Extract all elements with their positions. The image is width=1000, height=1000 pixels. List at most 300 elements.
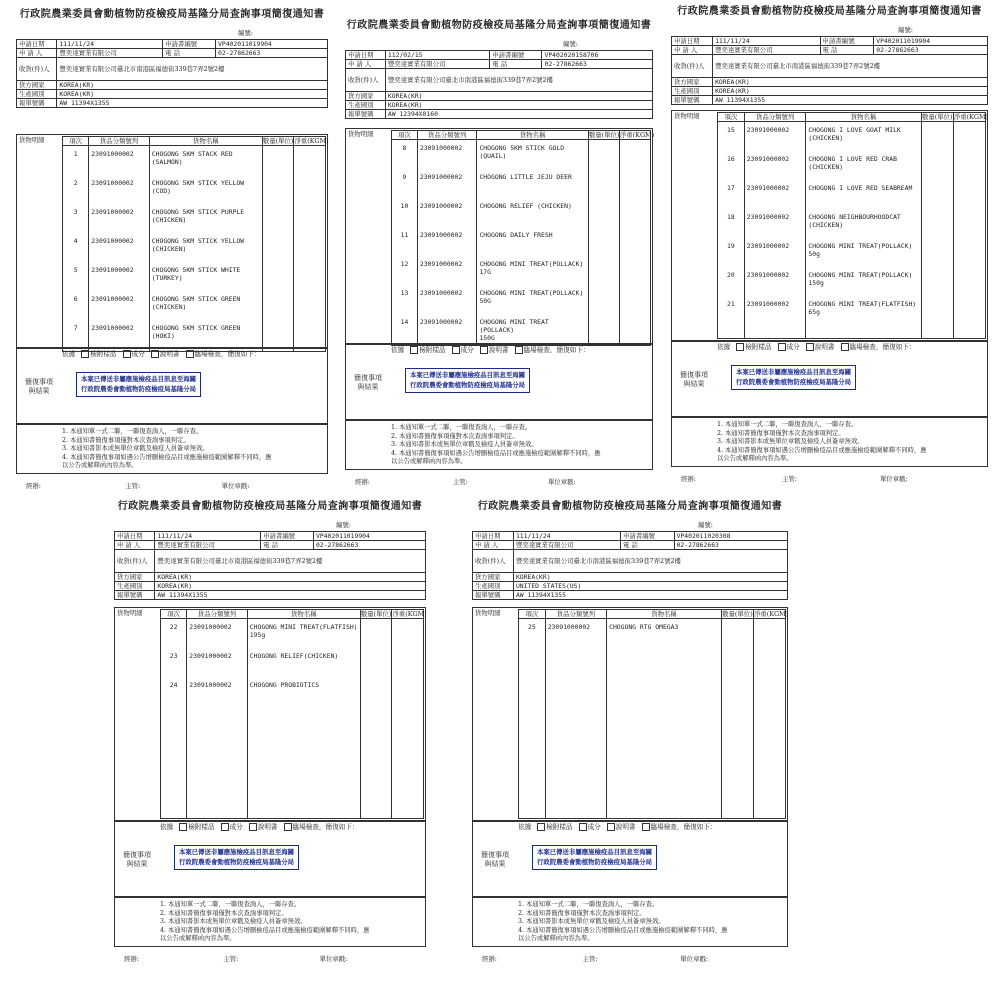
note-line: 2. 本通知書簡復事項僅對本次查詢事項判定。 (160, 909, 288, 917)
item-name-detail: (QUAIL) (479, 152, 507, 160)
item-weight (294, 291, 326, 320)
phone-value: 02-27862663 (314, 541, 426, 550)
item-qty (262, 320, 294, 349)
result-label (20, 378, 58, 396)
result-label (118, 851, 156, 869)
supply-country-value: KOREA(KR) (57, 81, 328, 90)
chief-label: 主管: (223, 955, 239, 963)
col-idx-header: 項次 (63, 137, 89, 146)
serial-label: 編號: (698, 521, 713, 529)
result-label-line: 簡復事項 (481, 851, 509, 859)
item-code: 23091000002 (417, 256, 477, 285)
apply-date-label: 申請日期 (346, 51, 386, 60)
apply-date-label: 申請日期 (672, 37, 713, 46)
goods-label: 貨物明細 (117, 609, 143, 617)
apply-date-label: 申請日期 (473, 532, 514, 541)
item-code: 23091000002 (744, 267, 806, 296)
notes (160, 901, 370, 944)
chief-label: 主管: (781, 475, 797, 483)
item-row (63, 262, 326, 291)
basis-option-label: 成分 (587, 823, 601, 831)
item-name: CHOGONG MINI TREAT(FLATFISH) (808, 300, 917, 308)
basis-option-label: 臨場檢查，簡復如下： (523, 346, 590, 354)
item-index: 21 (718, 296, 745, 325)
filler-cell (718, 325, 745, 339)
note-line: 3. 本通知書影本或無單位章戳及檢疫人員簽章無效。 (717, 438, 864, 445)
item-name: CHOGONG 5KM STICK YELLOW (151, 237, 245, 245)
item-index: 14 (392, 314, 418, 343)
applicant-value: 豐奕達實業有限公司 (155, 541, 261, 550)
note-line: 1. 本通知單一式二聯，一聯復查詢人，一聯存查。 (160, 901, 301, 908)
item-code: 23091000002 (417, 198, 477, 227)
item-row (63, 175, 326, 204)
filler-cell (721, 648, 753, 819)
col-code-header: 貨品分類號列 (187, 610, 247, 619)
phone-value: 02-27862663 (216, 49, 328, 58)
basis-option-label: 成分 (131, 350, 145, 358)
item-index: 23 (161, 648, 187, 677)
item-name: CHOGONG RELIEF (CHICKEN) (479, 202, 572, 210)
app-no-label: 申請書編號 (163, 40, 216, 49)
note-line: 1. 本通知單一式二聯，一聯復查詢人，一聯存查。 (391, 424, 532, 431)
item-name-cell (477, 227, 588, 256)
result-label-line: 與結果 (357, 382, 379, 391)
supply-country-value: KOREA(KR) (385, 92, 652, 101)
filler-cell (607, 648, 722, 819)
col-weight-header: 淨重(KGM) (392, 610, 427, 618)
basis-option-label: 檢附樣品 (745, 343, 772, 351)
consignee-value: 豐奕達實業有限公司臺北市南港區福德街339巷7弄2號2樓 (155, 550, 426, 573)
item-name-detail: (TURKEY) (151, 274, 183, 282)
item-row (718, 122, 986, 152)
item-code: 23091000002 (89, 204, 149, 233)
quarantine-stamp (731, 365, 856, 390)
result-label (349, 374, 387, 392)
col-name-header: 貨物名稱 (806, 113, 921, 122)
col-qty-header: 數量(單位) (722, 610, 753, 618)
app-no-label: 申請書編號 (490, 51, 542, 60)
phone-label: 電 話 (621, 541, 675, 550)
item-qty (921, 267, 953, 296)
item-name: CHOGONG 5KM STACK RED (151, 150, 233, 158)
origin-country-value: UNITED STATES(US) (513, 582, 787, 591)
item-weight (294, 233, 326, 262)
item-weight (392, 619, 424, 649)
items-table (717, 112, 989, 339)
item-name-cell (806, 180, 921, 209)
item-code: 23091000002 (417, 169, 477, 198)
basis-option-label: 檢附樣品 (188, 823, 215, 831)
stamp-line: 本案已傳送非屬應施檢疫品目訊息至海關 (410, 371, 526, 379)
apply-date-value: 111/11/24 (155, 532, 261, 541)
item-row (63, 320, 326, 349)
signature-line (26, 482, 318, 490)
item-name: CHOGONG MINI TREAT (POLLACK) (479, 318, 549, 334)
item-code: 23091000002 (744, 151, 806, 180)
quarantine-stamp (76, 372, 201, 397)
item-name: CHOGONG PROBIOTICS (249, 681, 320, 689)
item-index: 12 (392, 256, 418, 285)
item-index: 16 (718, 151, 745, 180)
applicant-label: 申 請 人 (672, 46, 713, 55)
header-table (472, 531, 788, 600)
item-code: 23091000002 (417, 314, 477, 343)
item-code: 23091000002 (744, 122, 806, 152)
item-qty (588, 285, 619, 314)
notice-form (14, 5, 330, 490)
item-row (718, 151, 986, 180)
col-code-header: 貨品分類號列 (417, 131, 477, 140)
item-weight (619, 227, 650, 256)
item-code: 23091000002 (187, 648, 247, 677)
note-line: 4. 本通知書簡復事項如遇公告增刪檢疫品目或應施檢疫範圍解釋不同時，應 (518, 926, 728, 934)
item-qty (262, 175, 294, 204)
unit-stamp-label: 單位章戳: (680, 955, 709, 963)
origin-country-value: KOREA(KR) (713, 87, 988, 96)
item-code: 23091000002 (545, 619, 606, 649)
serial-label: 編號: (898, 26, 913, 34)
items-table (518, 609, 789, 819)
applicant-value: 豐奕達實業有限公司 (57, 49, 163, 58)
note-line: 2. 本通知書簡復事項僅對本次查詢事項判定。 (518, 909, 646, 917)
col-idx-header: 項次 (519, 610, 546, 619)
consignee-label: 收貨(件)人 (346, 69, 386, 92)
item-name: CHOGONG DAILY FRESH (479, 231, 553, 239)
item-qty (921, 180, 953, 209)
col-code-header: 貨品分類號列 (89, 137, 149, 146)
filler-cell (392, 706, 424, 819)
basis-label: 依據 (717, 343, 731, 351)
item-index: 20 (718, 267, 745, 296)
item-index: 11 (392, 227, 418, 256)
note-line: 1. 本通知單一式二聯，一聯復查詢人，一聯存查。 (62, 428, 203, 435)
item-name-detail: (CHICKEN) (151, 216, 187, 224)
result-label-line: 與結果 (683, 379, 705, 388)
item-index: 25 (519, 619, 546, 649)
item-qty (588, 314, 619, 343)
serial-label: 編號: (238, 29, 253, 37)
col-weight-header: 淨重(KGM) (953, 113, 989, 121)
item-index: 24 (161, 677, 187, 706)
item-weight (953, 122, 985, 152)
item-name-detail: (CHICKEN) (808, 221, 844, 229)
basis-option-label: 成分 (460, 346, 474, 354)
item-name-cell (477, 140, 588, 170)
note-line: 3. 本通知書影本或無單位章戳及檢疫人員簽章無效。 (62, 445, 209, 452)
item-name: CHOGONG MINI TREAT(POLLACK) (479, 260, 584, 268)
header-table (114, 531, 426, 600)
result-label-line: 簡復事項 (354, 374, 382, 382)
note-line: 以公告或解釋函內容為準。 (717, 455, 793, 462)
note-line: 以公告或解釋函內容為準。 (160, 935, 236, 942)
item-weight (619, 256, 650, 285)
consignee-label: 收貨(件)人 (17, 58, 57, 81)
item-qty (921, 151, 953, 180)
origin-country-label: 生產國別 (115, 582, 155, 591)
stamp-line: 本案已傳送非屬應施檢疫品目訊息至海關 (537, 848, 653, 856)
item-weight (619, 198, 650, 227)
header-table (671, 36, 988, 105)
signature-line (482, 955, 778, 963)
item-name: CHOGONG 5KM STICK GREEN (151, 324, 241, 332)
item-name-detail: 50g (808, 250, 820, 258)
col-qty-header: 數量(單位) (360, 610, 392, 618)
item-qty (721, 619, 753, 649)
app-no-label: 申請書編號 (820, 37, 874, 46)
note-line: 1. 本通知單一式二聯，一聯復查詢人，一聯存查。 (717, 421, 858, 428)
item-name-cell (806, 267, 921, 296)
apply-date-value: 111/11/24 (513, 532, 620, 541)
col-name-header: 貨物名稱 (607, 610, 722, 619)
supply-country-label: 貨方國家 (473, 573, 514, 582)
item-name-cell (806, 238, 921, 267)
item-index: 4 (63, 233, 89, 262)
item-name-cell (806, 209, 921, 238)
item-name: CHOGONG 5KM STICK YELLOW (151, 179, 245, 187)
notes (62, 428, 272, 471)
item-weight (619, 285, 650, 314)
item-qty (921, 122, 953, 152)
item-index: 3 (63, 204, 89, 233)
stamp-line: 本案已傳送非屬應施檢疫品目訊息至海關 (736, 368, 852, 376)
supply-country-value: KOREA(KR) (713, 78, 988, 87)
item-name: CHOGONG MINI TREAT(POLLACK) (808, 271, 913, 279)
item-name-cell (806, 122, 921, 152)
item-weight (953, 151, 985, 180)
item-name: CHOGONG MINI TREAT(POLLACK) (479, 289, 584, 297)
tariff-value: AW 11394X1355 (513, 591, 787, 600)
item-name: CHOGONG RELIEF(CHICKEN) (249, 652, 339, 660)
applicant-value: 豐奕達實業有限公司 (513, 541, 620, 550)
phone-value: 02-27862663 (874, 46, 988, 55)
item-index: 2 (63, 175, 89, 204)
note-line: 以公告或解釋函內容為準。 (518, 935, 594, 942)
tariff-value: AW 11394X1355 (713, 96, 988, 105)
origin-country-label: 生產國別 (672, 87, 713, 96)
item-name-cell (477, 256, 588, 285)
basis-option-label: 說明書 (814, 343, 835, 351)
basis-option-label: 檢附樣品 (90, 350, 117, 358)
col-weight-header: 淨重(KGM) (619, 131, 655, 139)
item-row (718, 180, 986, 209)
basis-label: 依據 (391, 346, 405, 354)
item-qty (262, 233, 294, 262)
item-qty (588, 227, 619, 256)
form-title: 行政院農業委員會動植物防疫檢疫局基隆分局查詢事項簡復通知書 (19, 9, 325, 20)
form-title: 行政院農業委員會動植物防疫檢疫局基隆分局查詢事項簡復通知書 (477, 501, 783, 512)
item-name-cell (149, 146, 262, 176)
item-name-cell (149, 204, 262, 233)
item-name: CHOGONG 5KM STICK PURPLE (151, 208, 245, 216)
item-name: CHOGONG I LOVE GOAT MILK (808, 126, 901, 134)
tariff-value: AW 11394X1355 (57, 99, 328, 108)
item-code: 23091000002 (744, 209, 806, 238)
item-row (63, 204, 326, 233)
filler-cell (806, 325, 921, 339)
item-row (63, 291, 326, 320)
item-row (519, 619, 786, 649)
chief-label: 主管: (582, 955, 598, 963)
item-qty (360, 677, 392, 706)
item-index: 18 (718, 209, 745, 238)
item-name: CHOGONG 5KM STICK GOLD (479, 144, 565, 152)
stamp-line: 行政院農委會動植物防疫檢疫局基隆分局 (410, 380, 526, 389)
item-code: 23091000002 (187, 619, 247, 649)
handler-label: 經辦: (26, 482, 41, 490)
phone-label: 電 話 (490, 60, 542, 69)
consignee-label: 收貨(件)人 (473, 550, 514, 573)
supply-country-label: 貨方國家 (672, 78, 713, 87)
col-idx-header: 項次 (392, 131, 418, 140)
item-name: CHOGONG MINI TREAT(POLLACK) (808, 242, 913, 250)
item-weight (392, 677, 424, 706)
item-weight (294, 262, 326, 291)
item-weight (953, 238, 985, 267)
stamp-line: 行政院農委會動植物防疫檢疫局基隆分局 (537, 857, 653, 866)
unit-stamp-label: 單位章戳: (879, 475, 908, 483)
basis-option-label: 說明書 (615, 823, 636, 831)
item-code: 23091000002 (744, 296, 806, 325)
item-row (63, 233, 326, 262)
item-name-cell (477, 198, 588, 227)
item-row (718, 296, 986, 325)
supply-country-label: 貨方國家 (17, 81, 57, 90)
serial-label: 編號: (336, 521, 351, 529)
basis-option-label: 臨場檢查，簡復如下： (292, 823, 359, 831)
note-line: 以公告或解釋函內容為準。 (391, 458, 467, 465)
consignee-value: 豐奕達實業有限公司臺北市南港區福德街339巷7弄2號2樓 (57, 58, 328, 81)
supply-country-label: 貨方國家 (115, 573, 155, 582)
item-index: 8 (392, 140, 418, 170)
filler-cell (545, 648, 606, 819)
item-weight (294, 146, 326, 176)
item-name-cell (477, 314, 588, 343)
unit-stamp-label: 單位章戳: (547, 478, 576, 486)
basis-label: 依據 (62, 350, 76, 358)
goods-label: 貨物明細 (19, 136, 45, 144)
item-name-cell (149, 262, 262, 291)
item-weight (294, 320, 326, 349)
item-row (392, 198, 651, 227)
filler-cell (519, 648, 546, 819)
item-index: 5 (63, 262, 89, 291)
item-weight (294, 204, 326, 233)
header-table (345, 50, 653, 119)
applicant-value: 豐奕達實業有限公司 (713, 46, 820, 55)
item-row (392, 227, 651, 256)
item-row (392, 314, 651, 343)
item-name-detail: 65g (808, 308, 820, 316)
item-name-detail: (HOKI) (151, 332, 175, 340)
result-label-line: 簡復事項 (25, 378, 53, 386)
goods-label: 貨物明細 (475, 609, 501, 617)
item-code: 23091000002 (89, 291, 149, 320)
col-name-header: 貨物名稱 (149, 137, 262, 146)
item-name-cell (149, 291, 262, 320)
supply-country-label: 貨方國家 (346, 92, 386, 101)
form-title: 行政院農業委員會動植物防疫檢疫局基隆分局查詢事項簡復通知書 (346, 20, 652, 31)
app-no-value: VP402011019904 (216, 40, 328, 49)
item-qty (921, 209, 953, 238)
notes (391, 424, 601, 467)
item-name-detail: (CHICKEN) (808, 134, 844, 142)
col-idx-header: 項次 (718, 113, 745, 122)
stamp-line: 行政院農委會動植物防疫檢疫局基隆分局 (736, 377, 852, 386)
item-code: 23091000002 (89, 262, 149, 291)
form-title: 行政院農業委員會動植物防疫檢疫局基隆分局查詢事項簡復通知書 (677, 6, 982, 17)
tariff-label: 報單號碼 (473, 591, 514, 600)
phone-label: 電 話 (163, 49, 216, 58)
item-row (718, 238, 986, 267)
item-name-detail: (COD) (151, 187, 172, 195)
item-row (63, 146, 326, 176)
item-qty (588, 198, 619, 227)
result-label-line: 與結果 (28, 386, 50, 395)
item-name-detail: (CHICKEN) (151, 303, 187, 311)
item-name-detail: 50G (479, 297, 491, 305)
notes (717, 421, 927, 464)
item-name-cell (806, 151, 921, 180)
note-line: 3. 本通知書影本或無單位章戳及檢疫人員簽章無效。 (518, 918, 665, 925)
tariff-label: 報單號碼 (346, 110, 386, 119)
basis-option-label: 臨場檢查，簡復如下： (194, 350, 261, 358)
item-row (392, 256, 651, 285)
result-label (476, 851, 514, 869)
basis-option-label: 臨場檢查，簡復如下： (650, 823, 717, 831)
item-name-cell (607, 619, 722, 649)
tariff-label: 報單號碼 (672, 96, 713, 105)
items-table (62, 136, 329, 352)
note-line: 2. 本通知書簡復事項僅對本次查詢事項判定。 (62, 436, 190, 444)
handler-label: 經辦: (355, 478, 370, 486)
tariff-label: 報單號碼 (115, 591, 155, 600)
item-weight (753, 619, 785, 649)
item-name-cell (149, 175, 262, 204)
item-qty (360, 648, 392, 677)
note-line: 4. 本通知書簡復事項如遇公告增刪檢疫品目或應施檢疫範圍解釋不同時，應 (391, 449, 601, 457)
consignee-label: 收貨(件)人 (672, 55, 713, 78)
signature-line (355, 478, 643, 486)
item-name-cell (477, 169, 588, 198)
consignee-value: 豐奕達實業有限公司臺北市南港區福德街339巷7弄2號2樓 (385, 69, 652, 92)
goods-label: 貨物明細 (674, 112, 700, 120)
item-name-detail: (CHICKEN) (151, 245, 187, 253)
app-no-value: VP402020158706 (542, 51, 653, 60)
item-index: 15 (718, 122, 745, 152)
basis-option-label: 說明書 (159, 350, 180, 358)
note-line: 3. 本通知書影本或無單位章戳及檢疫人員簽章無效。 (160, 918, 307, 925)
item-name: CHOGONG MINI TREAT(FLATFISH) (249, 623, 358, 631)
col-weight-header: 淨重(KGM) (294, 137, 329, 145)
apply-date-value: 112/02/15 (385, 51, 489, 60)
item-row (718, 209, 986, 238)
consignee-label: 收貨(件)人 (115, 550, 155, 573)
serial-label: 編號: (563, 40, 578, 48)
item-name-detail: (CHICKEN) (808, 163, 844, 171)
origin-country-label: 生產國別 (17, 90, 57, 99)
quarantine-stamp (174, 845, 299, 870)
handler-label: 經辦: (482, 955, 497, 963)
item-name-detail: (SALMON) (151, 158, 183, 166)
item-row (161, 619, 424, 649)
notes (518, 901, 728, 944)
goods-label: 貨物明細 (348, 130, 374, 138)
col-code-header: 貨品分類號列 (744, 113, 806, 122)
item-name-cell (806, 296, 921, 325)
phone-value: 02-27862663 (674, 541, 787, 550)
phone-label: 電 話 (820, 46, 874, 55)
result-label-line: 與結果 (484, 859, 506, 868)
